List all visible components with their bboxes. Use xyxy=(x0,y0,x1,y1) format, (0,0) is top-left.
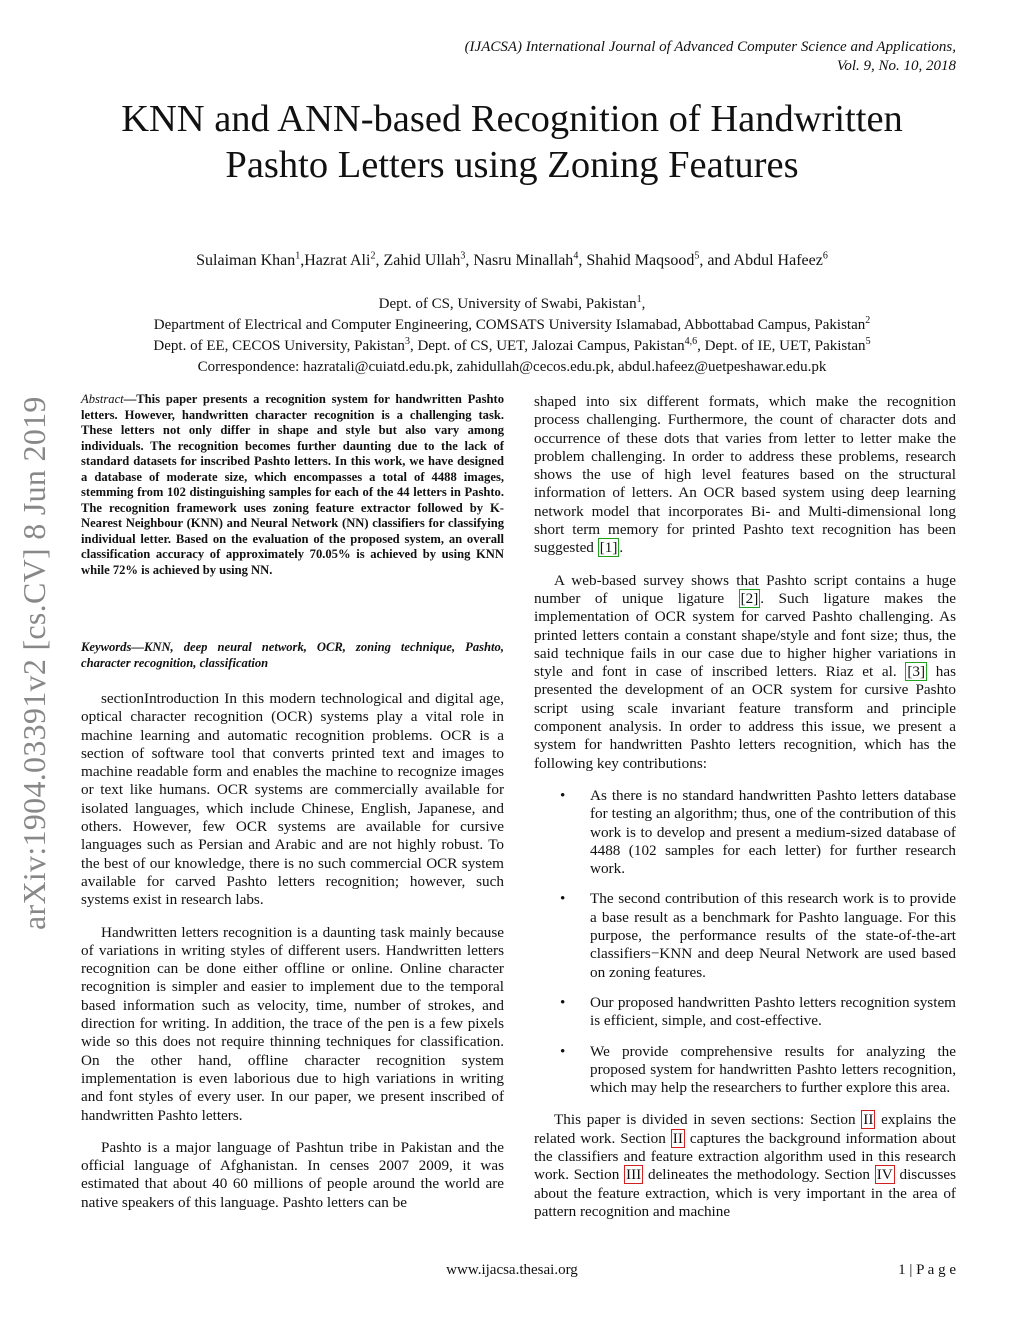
citation-link[interactable]: [3] xyxy=(907,663,926,681)
author-sup: 6 xyxy=(822,250,828,262)
journal-volume: Vol. 9, No. 10, 2018 xyxy=(836,58,956,74)
author-sup: 5 xyxy=(694,250,700,262)
list-item: • We provide comprehensive results for analyzing the proposed system for handwritten Pashto letters recognition, which may help the researchers to further explore this area. xyxy=(560,1042,956,1097)
section-link[interactable]: II xyxy=(672,1129,683,1147)
right-column-body xyxy=(534,393,956,1235)
author-sup: 4 xyxy=(573,250,579,262)
keywords-label: Keywords xyxy=(81,640,132,654)
correspondence-line: Correspondence: hazratali@cuiatd.edu.pk, zahidullah@cecos.edu.pk, abdul.hafeez@uetpeshawar.edu.pk xyxy=(197,359,827,375)
author-list: Sulaiman Khan$^1$,Hazrat Ali$^2$, Zahid Ullah$^3$, Nasru Minallah$^4$, Shahid Maqsood$^5$, and Abdul Hafeez$^6$ xyxy=(196,250,828,269)
abstract-label: Abstract xyxy=(81,392,124,406)
paragraph: Pashto is a major language of Pashtun tribe in Pakistan and the official language of Afghanistan. In censes 2007 2009, it was estimated that about 40 60 millions of people around the world are native speakers of this language. Pashto letters can be xyxy=(81,1138,504,1211)
keywords-text: KNN, deep neural network, OCR, zoning technique, Pashto, character recognition, classification xyxy=(81,640,504,670)
footer-website: www.ijacsa.thesai.org xyxy=(446,1262,578,1278)
list-item: • The second contribution of this research work is to provide a base result as a benchmark for Pashto language. For this purpose, the performance results of the state-of-the-art classifiers−KNN and deep Neural Network are used based on zoning features. xyxy=(560,890,956,981)
author: Hazrat Ali xyxy=(304,252,371,269)
bullet-icon: • xyxy=(560,890,566,908)
paragraph: A web-based survey shows that Pashto script contains a huge number of unique ligature [2] . Such ligature makes the implementation of OCR system for carved Pashto challenging. As printed letters contain a constant shape/style and font size; thus, the said technique fails in our case due to higher higher variations in style and font in case of inscribed letters. Riaz et al. [3] has presented the development of an OCR system for cursive Pashto script using scale invariant feature transform and principle component analysis. In order to address this issue, we present a system for handwritten Pashto letters recognition, which has the following key contributions: xyxy=(534,571,956,772)
bullet-icon: • xyxy=(560,786,566,804)
author: Sulaiman Khan xyxy=(196,252,296,269)
journal-name: (IJACSA) International Journal of Advanced Computer Science and Applications, xyxy=(464,39,956,55)
author: Shahid Maqsood xyxy=(586,252,695,269)
bullet-icon: • xyxy=(560,993,566,1011)
title-line-2: Pashto Letters using Zoning Features xyxy=(225,144,799,186)
list-item: • Our proposed handwritten Pashto letters recognition system is efficient, simple, and cost-effective. xyxy=(560,993,956,1030)
left-column-body xyxy=(81,690,504,1226)
section-link[interactable]: IV xyxy=(876,1166,893,1184)
affiliation-line: Dept. of EE, CECOS University, Pakistan$^3$, Dept. of CS, UET, Jalozai Campus, Pakistan$^{4,6}$, Dept. of IE, UET, Pakistan$^5$ xyxy=(153,336,871,354)
author: Zahid Ullah xyxy=(383,252,461,269)
abstract-text: This paper presents a recognition system for handwritten Pashto letters. However, handwritten character recognition is a challenging task. These letters not only differ in shape and style but also vary among individuals. The recognition becomes further daunting due to the lack of standard datasets for inscribed Pashto letters. In this work, we have designed a database of moderate size, which encompasses a total of 4488 images, stemming from 102 distinguishing samples for each of the 44 letters in Pashto. The recognition framework uses zoning feature extractor followed by K-Nearest Neighbour (KNN) and Neural Network (NN) classifiers for classifying individual letter. Based on the evaluation of the proposed system, an overall classification accuracy of approximately 70.05% is achieved by using KNN while 72% is achieved by using NN. xyxy=(81,392,504,577)
paragraph: Handwritten letters recognition is a daunting task mainly because of variations in writing styles of different users. Handwritten letters recognition can be done either offline or online. Online character recognition is simpler and easier to implement due to the temporal based information such as velocity, time, number of strokes, and direction for writing. In addition, the trace of the pen is a few pixels wide so this does not require thinning techniques for classification. On the other hand, offline character recognition system implementation is even laborious due to high variations in writing and font styles of every user. In our paper, we present inscribed of handwritten Pashto letters. xyxy=(81,923,504,1124)
arxiv-stamp: arXiv:1904.03391v2 [cs.CV] 8 Jun 2019 xyxy=(16,396,52,930)
title-line-1: KNN and ANN-based Recognition of Handwritten xyxy=(121,98,903,140)
affiliations xyxy=(40,294,984,378)
author: Abdul Hafeez xyxy=(733,252,823,269)
contribution-list xyxy=(534,787,956,1097)
affiliation-line: Dept. of CS, University of Swabi, Pakistan$^1$, xyxy=(378,294,646,312)
section-link[interactable]: III xyxy=(626,1166,642,1184)
author-sup: 3 xyxy=(460,250,466,262)
citation-link[interactable]: [2] xyxy=(740,589,759,607)
list-item: • As there is no standard handwritten Pashto letters database for testing an algorithm; thus, one of the contribution of this work is to develop and present a medium-sized database of 4488 (102 samples for each letter) for further research work. xyxy=(560,786,956,878)
author: Nasru Minallah xyxy=(473,252,574,269)
abstract: Abstract—This paper presents a recognition system for handwritten Pashto letters. However, handwritten character recognition is a challenging task. These letters not only differ in shape and style but also vary among individuals. The recognition becomes further daunting due to the lack of standard datasets for inscribed Pashto letters. In this work, we have designed a database of moderate size, which encompasses a total of 4488 images, stemming from 102 distinguishing samples for each of the 44 letters in Pashto. The recognition framework uses zoning feature extractor followed by K-Nearest Neighbour (KNN) and Neural Network (NN) classifiers for classifying individual letter. Based on the evaluation of the proposed system, an overall classification accuracy of approximately 70.05% is achieved by using KNN while 72% is achieved by using NN. xyxy=(81,392,504,577)
author-sup: 2 xyxy=(370,250,376,262)
footer-page-number: 1 | P a g e xyxy=(898,1262,956,1278)
affiliation-line: Department of Electrical and Computer Engineering, COMSATS University Islamabad, Abbottabad Campus, Pakistan$^2$ xyxy=(153,315,871,333)
paragraph: sectionIntroduction In this modern technological and digital age, optical character recognition (OCR) systems play a vital role in machine learning and automatic recognition problems. OCR is a section of software tool that converts printed text and images to machine readable form and enables the machine to recognize images or text like humans. OCR systems are commercially available for isolated languages, which include Chinese, English, Japanese, and others. However, few OCR systems are available for cursive languages such as Persian and Arabic and are not highly robust. To the best of our knowledge, there is no such commercial OCR system available for carved Pashto letters recognition; however, such systems exist in research labs. xyxy=(81,690,504,909)
citation-link[interactable]: [1] xyxy=(599,539,618,557)
paragraph: This paper is divided in seven sections: Section II explains the related work. Section II captures the background information about the classifiers and feature extraction algorithm used in this research work. Section III delineates the methodology. Section IV discusses about the feature extraction, which is very important in the area of pattern recognition and machine xyxy=(534,1111,956,1220)
keywords: Keywords—KNN, deep neural network, OCR, zoning technique, Pashto, character recognition, classification xyxy=(81,640,504,670)
author-sup: 1 xyxy=(295,250,301,262)
paragraph: shaped into six different formats, which make the recognition process challenging. Furthermore, the count of character dots and occurrence of these dots that varies from letter to letter make the problem challenging. In order to address these problems, research shows the use of high level features based on the structural information of letters. An OCR based system using deep learning network model that incorporates Bi- and Multi-dimensional long short term memory for printed Pashto text recognition has been suggested [1] . xyxy=(534,393,956,557)
paper-title xyxy=(60,96,964,188)
bullet-icon: • xyxy=(560,1042,566,1060)
journal-header xyxy=(465,38,956,76)
section-link[interactable]: II xyxy=(863,1111,874,1129)
